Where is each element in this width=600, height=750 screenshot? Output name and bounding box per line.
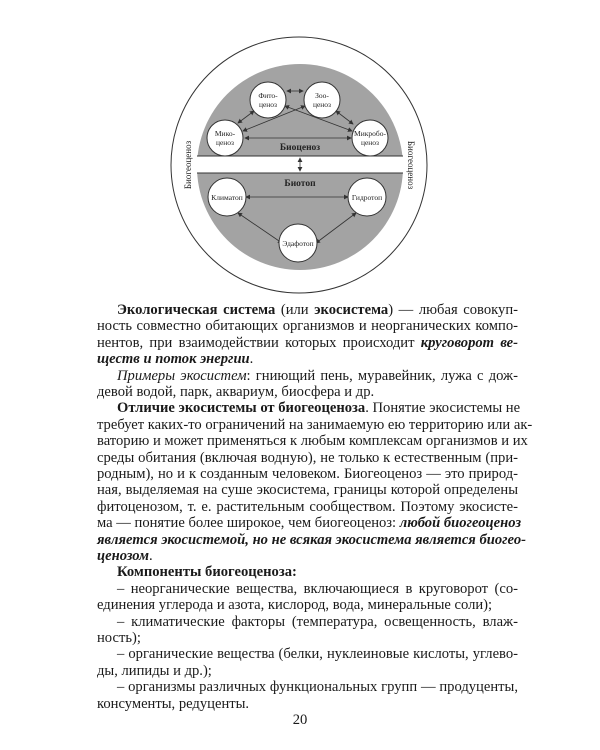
text-segment: – органические вещества (белки, нуклеиновые кислоты, углево-: [117, 646, 518, 663]
text-segment: ность);: [97, 630, 141, 646]
text-segment: ды, липиды и др.);: [97, 662, 212, 679]
text-line: [97, 696, 518, 713]
text-segment: – неорганические вещества, включающиеся в круговорот (со-: [117, 580, 518, 597]
text-line: [97, 482, 518, 499]
node-hydrotope: Гидротоп: [351, 193, 383, 202]
text-segment: ма — понятие более широкое, чем биогеоценоз:: [97, 515, 400, 532]
text-line: [97, 400, 521, 417]
emphasis-text: Экологическая система: [117, 302, 276, 318]
text-segment: родным), но и к созданным человеком. Биогеоценоз — это природ-: [97, 466, 518, 482]
text-segment: . Понятие экосистемы не: [365, 400, 521, 417]
text-segment: среды обитания (включая водную), не только к естественным (при-: [97, 449, 518, 466]
node-phytocenosis: Фито-ценоз: [258, 91, 278, 109]
text-segment: – климатические факторы (температура, освещенность, влаж-: [117, 613, 518, 630]
text-segment: ваторию и может применяться к любым комплексам организмов и их: [97, 433, 528, 450]
text-line: [97, 433, 528, 450]
node-zoocenosis: Зоо-ценоз: [312, 91, 332, 109]
emphasis-text: ществ и поток энергии: [97, 351, 250, 368]
text-segment: единения углерода и азота, кислород, вода, минеральные соли);: [97, 597, 493, 614]
text-segment: девой водой, парк, аквариум, биосфера и др.: [97, 384, 375, 400]
emphasis-text: является экосистемой, но не всякая экосистема является биогео-: [97, 531, 526, 548]
text-segment: (или: [275, 302, 315, 318]
biotope-label: Биотоп: [284, 179, 316, 189]
text-segment: : гниющий пень, муравейник, лужа с дож-: [246, 367, 518, 384]
outer-label-right: Биогеоценоз: [406, 140, 416, 190]
text-line: [97, 614, 518, 631]
text-line: [97, 302, 518, 319]
text-segment: ) — любая совокуп-: [388, 302, 518, 318]
text-line: [97, 630, 518, 647]
emphasis-text: Компоненты биогеоценоза:: [117, 564, 297, 581]
text-line: [97, 335, 518, 352]
text-segment: консументы, редуценты.: [97, 695, 250, 712]
emphasis-text: Примеры экосистем: [117, 367, 247, 384]
text-segment: .: [149, 548, 153, 564]
text-line: [97, 318, 518, 335]
node-edaphotope: Эдафотоп: [282, 239, 314, 248]
text-line: [97, 646, 518, 663]
node-microbocenosis: Микробо-ценоз: [354, 129, 386, 147]
text-line: [97, 548, 518, 565]
text-line: [97, 499, 518, 516]
biogeocenosis-diagram: [0, 0, 600, 300]
text-line: [97, 466, 518, 483]
text-line: [97, 416, 533, 434]
emphasis-text: круговорот ве-: [420, 334, 519, 351]
text-segment: нентов, при взаимодействии которых происходит: [97, 334, 421, 351]
text-line: [97, 679, 518, 696]
text-segment: фитоценозом, т. е. растительным сообществом. Поэтому экосисте-: [97, 498, 518, 515]
text-line: [97, 564, 518, 581]
text-line: [97, 368, 518, 385]
emphasis-text: экосистема: [314, 302, 389, 318]
text-segment: .: [249, 351, 254, 368]
biocenosis-label: Биоценоз: [279, 143, 321, 153]
emphasis-text: Отличие экосистемы от биогеоценоза: [117, 400, 366, 417]
text-segment: ность совместно обитающих организмов и неорганических компо-: [97, 318, 518, 335]
text-line: [97, 531, 526, 549]
text-line: [97, 663, 518, 680]
text-segment: ная, выделяемая на суше экосистема, границы которой определены: [97, 482, 518, 499]
text-line: [97, 450, 518, 467]
text-line: [97, 581, 518, 598]
text-line: [97, 515, 522, 532]
outer-label-left: Биогеоценоз: [183, 140, 193, 190]
emphasis-text: ценозом: [97, 548, 150, 564]
text-line: [97, 351, 518, 368]
page-number: 20: [292, 712, 308, 728]
text-line: [97, 597, 518, 614]
text-segment: – организмы различных функциональных групп — продуценты,: [117, 679, 518, 696]
text-line: [97, 384, 518, 401]
text-segment: требует каких-то ограничений на занимаемую ею территорию или ак-: [97, 416, 533, 433]
node-mycocenosis: Мико-ценоз: [214, 129, 236, 147]
emphasis-text: любой биогеоценоз: [399, 515, 522, 532]
node-climatope: Климатоп: [211, 193, 243, 202]
